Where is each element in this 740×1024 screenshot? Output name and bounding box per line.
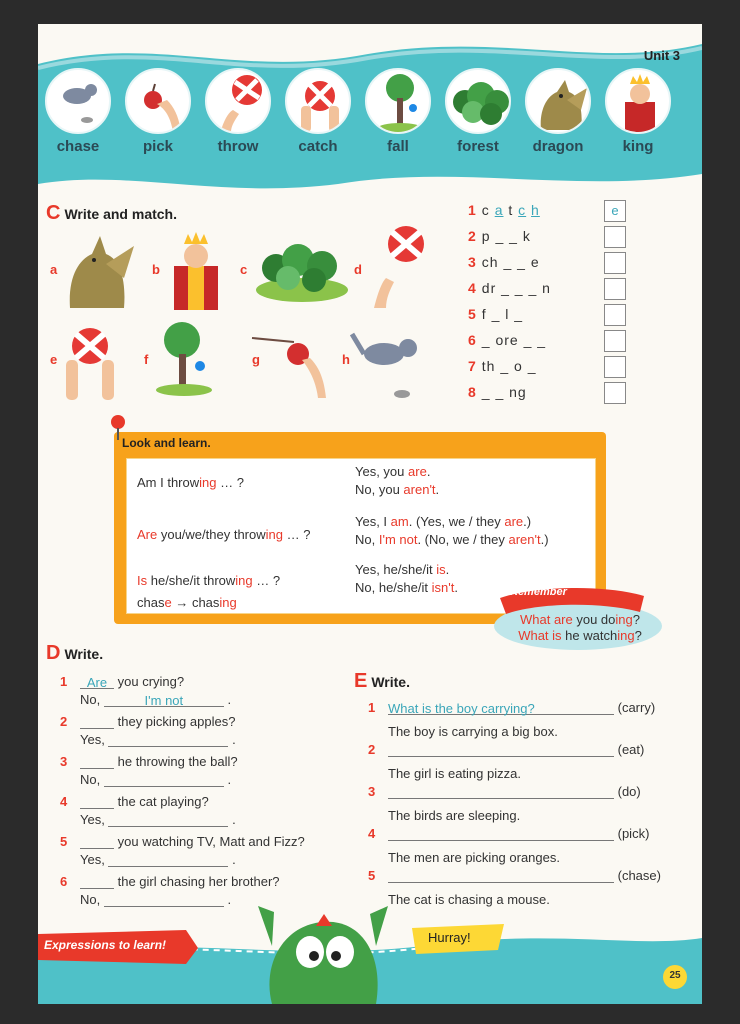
d-answer-2: Yes, .: [80, 732, 236, 747]
item-num: 1: [368, 700, 376, 715]
answer-prefix: No,: [80, 892, 101, 907]
dragon-icon: [525, 68, 591, 134]
vocab-word: fall: [387, 138, 409, 155]
dragon-icon: [62, 230, 136, 310]
item-num: 4: [60, 794, 68, 809]
question-text: he throwing the ball?: [117, 754, 238, 769]
section-d-heading: [46, 642, 103, 665]
highlight: isn't: [431, 580, 455, 595]
vocab-king: [602, 68, 674, 155]
pic-label-a: a: [50, 262, 58, 277]
text: he/she/it throw: [147, 573, 236, 588]
item-num: 1: [60, 674, 68, 689]
text: .: [454, 580, 458, 595]
e-question-2: [368, 742, 644, 757]
section-letter: C: [46, 202, 61, 224]
answer-blank[interactable]: [104, 773, 224, 787]
page-number: 25: [669, 970, 681, 981]
item-num: 5: [368, 868, 376, 883]
answer-blank[interactable]: [80, 715, 114, 729]
section-title: Write.: [64, 646, 104, 662]
highlight: I'm not: [378, 532, 418, 547]
d-question-3: [60, 754, 238, 769]
answer-box-8[interactable]: [604, 382, 626, 404]
question-text: they picking apples?: [117, 714, 236, 729]
answer-prefix: Yes,: [80, 852, 105, 867]
answer-blank[interactable]: [104, 893, 224, 907]
answer-prefix: No,: [80, 772, 101, 787]
highlight: is: [552, 628, 562, 643]
vocab-word: pick: [142, 138, 173, 155]
verb-hint: (carry): [617, 700, 656, 715]
answer-line: [355, 481, 439, 499]
item-num: 5: [60, 834, 68, 849]
vocab-chase: [42, 68, 114, 155]
e-question-1: [368, 700, 655, 715]
text: .: [445, 562, 450, 577]
question-3: [137, 573, 280, 588]
word-num: 8: [468, 384, 476, 400]
text: you/we/they throw: [157, 527, 266, 542]
text: chas: [137, 595, 165, 610]
hand-throwing-ball-icon: [368, 222, 428, 310]
vocab-word: dragon: [532, 138, 584, 155]
text: .): [523, 514, 532, 529]
vocab-word: catch: [298, 138, 338, 155]
arrow-icon: →: [171, 595, 192, 610]
highlight: aren't: [403, 482, 436, 497]
word-pattern: p _ _ k: [481, 228, 531, 244]
question-2: [137, 527, 310, 542]
answer-blank[interactable]: [108, 853, 228, 867]
vocab-word: forest: [457, 138, 499, 155]
highlight: What: [519, 612, 554, 627]
remember-line: [500, 628, 660, 644]
answer-box-3[interactable]: [604, 252, 626, 274]
word-num: 5: [468, 306, 476, 322]
d-answer-5: Yes, .: [80, 852, 236, 867]
pic-label-g: g: [252, 352, 260, 367]
section-e-heading: [354, 670, 410, 693]
highlight: ing: [219, 595, 237, 610]
text: Yes, you: [355, 464, 409, 479]
text: … ?: [252, 573, 281, 588]
answer-letter: h: [531, 202, 540, 218]
word-part: t: [508, 202, 514, 218]
highlight: are: [504, 514, 524, 529]
pic-label-d: d: [354, 262, 362, 277]
word-num: 1: [468, 202, 476, 218]
hurray-text: Hurray!: [428, 930, 471, 945]
answer-line: [355, 531, 549, 549]
highlight: ing: [265, 527, 283, 542]
highlight: are: [408, 464, 427, 479]
text: he watch: [561, 628, 618, 643]
king-icon: [164, 228, 228, 310]
e-question-3: [368, 784, 641, 799]
word-pattern: th _ o _: [481, 358, 537, 374]
d-question-5: [60, 834, 305, 849]
answer-box-7[interactable]: [604, 356, 626, 378]
highlight: are: [553, 612, 573, 627]
expressions-label: Expressions to learn!: [44, 938, 167, 952]
e-question-5: [368, 868, 661, 883]
word-num: 2: [468, 228, 476, 244]
question-text: you crying?: [117, 674, 185, 689]
text: . (Yes, we / they: [408, 514, 505, 529]
text: chas: [191, 595, 220, 610]
highlight: is: [436, 562, 446, 577]
item-num: 6: [60, 874, 68, 889]
answer-box-5[interactable]: [604, 304, 626, 326]
d-answer-3: No, .: [80, 772, 232, 787]
hand-throwing-ball-icon: [205, 68, 271, 134]
answer-prefix: Yes,: [80, 732, 105, 747]
text: . (No, we / they: [417, 532, 509, 547]
remember-line: [500, 612, 660, 628]
d-question-2: [60, 714, 235, 729]
vocab-word: throw: [217, 138, 259, 155]
word-num: 6: [468, 332, 476, 348]
section-c-heading: [46, 202, 177, 225]
item-num: 3: [60, 754, 68, 769]
answer-blank[interactable]: Are: [80, 675, 114, 689]
answer-box-2[interactable]: [604, 226, 626, 248]
look-and-learn-title: Look and learn.: [122, 436, 211, 450]
answer-box-1[interactable]: e: [604, 200, 626, 222]
hands-catching-ball-icon: [285, 68, 351, 134]
highlight: e: [164, 595, 172, 610]
section-title: Write.: [371, 674, 410, 690]
vocab-word: king: [622, 138, 654, 155]
text: ?: [634, 628, 642, 643]
d-question-6: [60, 874, 280, 889]
e-answer-3: The birds are sleeping.: [388, 808, 521, 823]
pic-label-f: f: [144, 352, 149, 367]
item-num: 3: [368, 784, 376, 799]
cat-chasing-mouse-icon: [350, 324, 430, 404]
spelling-rule: [137, 595, 237, 610]
word-pattern: ch _ _ e: [481, 254, 540, 270]
word-num: 3: [468, 254, 476, 270]
text: .: [435, 482, 440, 497]
vocab-fall: [362, 68, 434, 155]
e-question-4: [368, 826, 649, 841]
boy-falling-tree-icon: [154, 318, 216, 398]
answer-prefix: No,: [80, 692, 101, 707]
text: Yes, he/she/it: [355, 562, 437, 577]
highlight: aren't: [508, 532, 541, 547]
text: Am I throw: [137, 475, 200, 490]
workbook-page: [38, 24, 702, 1004]
answer-blank[interactable]: What is the boy carrying?: [388, 701, 614, 715]
text: Yes, I: [355, 514, 391, 529]
answer-letter: c: [518, 202, 527, 218]
answer-blank[interactable]: [388, 743, 614, 757]
answer-line: [355, 463, 439, 481]
highlight: ing: [235, 573, 253, 588]
text: … ?: [282, 527, 311, 542]
vocab-pick: [122, 68, 194, 155]
forest-icon: [445, 68, 511, 134]
answer-blank[interactable]: [80, 875, 114, 889]
hands-catching-ball-icon: [60, 324, 120, 404]
e-answer-4: The men are picking oranges.: [388, 850, 560, 865]
answer-box-6[interactable]: [604, 330, 626, 352]
question-text: you watching TV, Matt and Fizz?: [117, 834, 305, 849]
answer-blank[interactable]: I'm not: [104, 693, 224, 707]
answer-blank[interactable]: [108, 733, 228, 747]
forest-icon: [254, 234, 350, 304]
remember-text: [500, 612, 660, 644]
text: No, you: [355, 482, 404, 497]
answer-line: [355, 561, 458, 579]
word-pattern: [482, 202, 540, 218]
answer-prefix: Yes,: [80, 812, 105, 827]
highlight: Are: [137, 527, 158, 542]
text: .): [540, 532, 549, 547]
d-answer-4: Yes, .: [80, 812, 236, 827]
unit-label: Unit 3: [643, 48, 680, 63]
section-letter: D: [46, 642, 61, 664]
e-answer-1: The boy is carrying a big box.: [388, 724, 558, 739]
d-answer-6: No, .: [80, 892, 232, 907]
highlight: Is: [137, 573, 148, 588]
answer-blank[interactable]: [388, 785, 614, 799]
question-text: the cat playing?: [117, 794, 209, 809]
word-num: 7: [468, 358, 476, 374]
answer-letter: a: [494, 202, 504, 218]
pic-label-c: c: [240, 262, 248, 277]
question-text: the girl chasing her brother?: [117, 874, 280, 889]
highlight: am: [390, 514, 409, 529]
text: No,: [355, 532, 379, 547]
verb-hint: (do): [617, 784, 641, 799]
monster-mascot-icon: [252, 886, 392, 1004]
answer-line: [355, 513, 549, 531]
answer-blank[interactable]: [108, 813, 228, 827]
highlight: ing: [617, 628, 635, 643]
vocab-dragon: [522, 68, 594, 155]
verb-hint: (chase): [617, 868, 661, 883]
verb-hint: (eat): [617, 742, 645, 757]
item-num: 2: [60, 714, 68, 729]
hand-picking-apple-icon: [125, 68, 191, 134]
pic-label-h: h: [342, 352, 350, 367]
vocab-forest: [442, 68, 514, 155]
answer-blank[interactable]: [388, 827, 614, 841]
pic-label-b: b: [152, 262, 160, 277]
cat-chasing-mouse-icon: [45, 68, 111, 134]
answer-1: [355, 463, 439, 499]
text: you do: [572, 612, 616, 627]
remember-title: Remember: [510, 586, 567, 598]
verb-hint: (pick): [617, 826, 650, 841]
answer-2: [355, 513, 549, 549]
answer-line: [355, 579, 458, 597]
item-num: 2: [368, 742, 376, 757]
vocab-word: chase: [56, 138, 100, 155]
item-num: 4: [368, 826, 376, 841]
section-letter: E: [354, 670, 368, 692]
e-answer-5: The cat is chasing a mouse.: [388, 892, 550, 907]
word-num: 4: [468, 280, 476, 296]
boy-falling-tree-icon: [365, 68, 431, 134]
king-icon: [605, 68, 671, 134]
answer-box-4[interactable]: [604, 278, 626, 300]
answer-blank[interactable]: [80, 755, 114, 769]
word-part: c: [481, 202, 490, 218]
highlight: ing: [199, 475, 217, 490]
word-pattern: _ _ ng: [481, 384, 527, 400]
word-pattern: f _ l _: [481, 306, 524, 322]
word-pattern: dr _ _ _ n: [481, 280, 551, 296]
d-question-1: [60, 674, 184, 689]
vocab-throw: [202, 68, 274, 155]
text: … ?: [216, 475, 244, 490]
answer-blank[interactable]: [80, 795, 114, 809]
highlight: What: [518, 628, 553, 643]
text: No, he/she/it: [355, 580, 432, 595]
word-pattern: _ ore _ _: [481, 332, 547, 348]
vocab-catch: [282, 68, 354, 155]
hand-picking-apple-icon: [250, 330, 328, 400]
question-1: [137, 475, 244, 490]
e-answer-2: The girl is eating pizza.: [388, 766, 521, 781]
text: ?: [632, 612, 640, 627]
answer-blank[interactable]: [80, 835, 114, 849]
d-question-4: [60, 794, 209, 809]
highlight: ing: [615, 612, 633, 627]
text: .: [426, 464, 431, 479]
answer-blank[interactable]: [388, 869, 614, 883]
answer-3: [355, 561, 458, 597]
section-title: Write and match.: [64, 206, 177, 222]
pic-label-e: e: [50, 352, 58, 367]
d-answer-1: No, I'm not .: [80, 692, 232, 708]
